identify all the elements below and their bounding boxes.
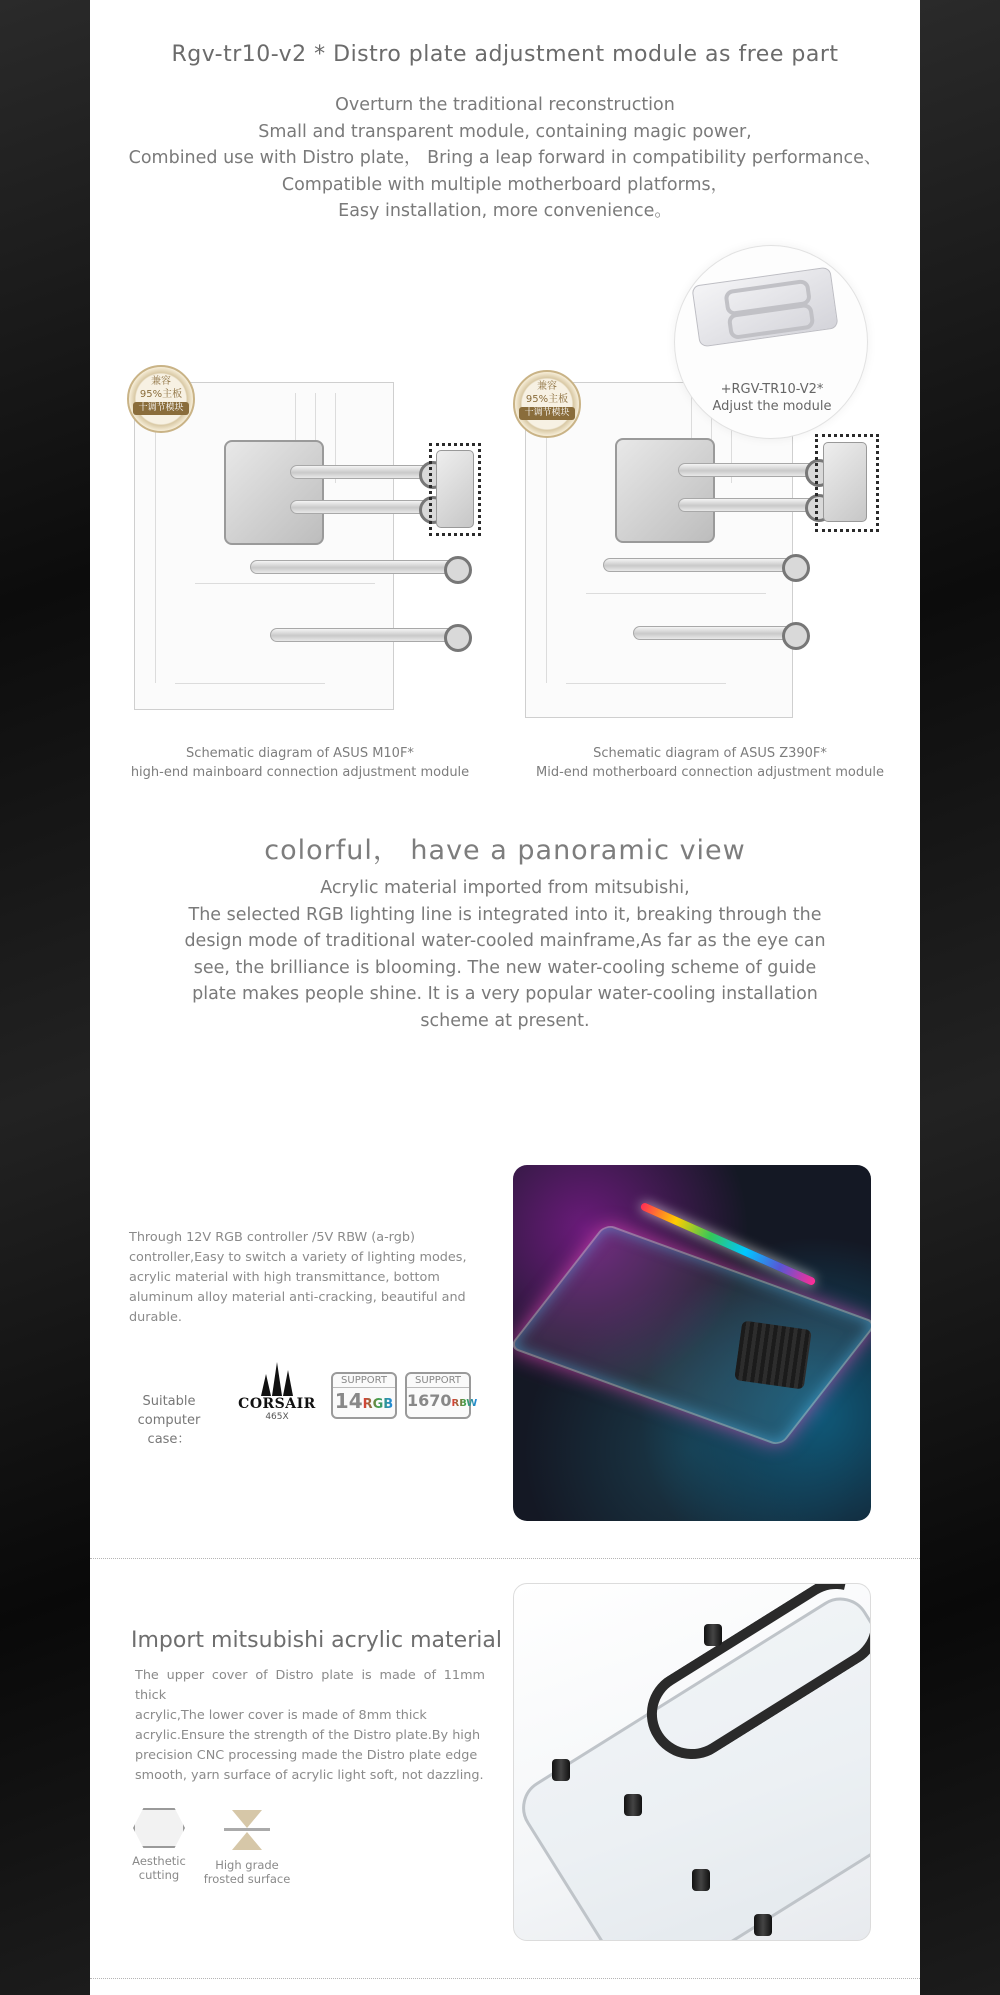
pump-unit [734,1320,812,1389]
fitting-post [552,1759,570,1781]
paragraph-line: The upper cover of Distro plate is made of 11mm thick [135,1668,485,1703]
rgb-distro-plate-photo [513,1165,871,1521]
paragraph-line: scheme at present. [420,1010,590,1031]
paragraph-line: Acrylic material imported from mitsubishi, [320,878,690,898]
caption-line: Mid-end motherboard connection adjustment module [536,765,884,780]
paragraph-line: Through 12V RGB controller /5V RBW (a-rgb) [129,1230,415,1245]
adjust-module-image [691,267,838,348]
board-line [546,423,547,683]
paragraph-line: precision CNC processing made the Distro plate edge [135,1748,478,1763]
section-divider [90,1558,920,1559]
corsair-logo [232,1362,322,1422]
tube [633,626,803,640]
feature-label: Aesthetic [132,1854,186,1868]
board-line [155,423,156,683]
fitting-post [754,1914,772,1936]
feature-label: High grade [215,1858,279,1872]
badge-title: SUPPORT [333,1374,395,1388]
tube [270,628,465,642]
fitting-post [624,1794,642,1816]
board-line [566,683,726,684]
badge-text: 95%主板 [525,394,569,405]
badge-number: 1670 [407,1391,452,1410]
adjust-module [823,442,867,522]
tube [290,465,440,479]
fitting-post [704,1624,722,1646]
cpu-waterblock [615,438,715,543]
tube [678,498,826,512]
board-line [195,583,375,584]
left-diagram-caption [90,744,510,782]
paragraph-line: plate makes people shine. It is a very popular water-cooling installation [192,984,818,1004]
adjust-module [436,450,474,528]
badge-title: SUPPORT [407,1374,469,1388]
intro-line: Overturn the traditional reconstruction [335,95,675,115]
paragraph-line: durable. [129,1310,182,1325]
caption-line: high-end mainboard connection adjustment module [130,765,470,780]
badge-text: 95%主板 [139,389,183,400]
adjust-module-callout [674,245,868,439]
hexagon-icon [133,1808,185,1848]
badge-suffix: RGB [362,1397,394,1412]
asus-m10f-diagram [90,360,510,720]
section-heading: colorful， have a panoramic view [264,835,746,866]
compat-badge [127,365,195,433]
callout-line: Adjust the module [712,399,832,414]
brand-name: CORSAIR [238,1396,316,1412]
paragraph-line: controller,Easy to switch a variety of lighting modes, [129,1250,467,1265]
badge-tag: 十调节模块 [519,407,575,420]
label-line: computer case： [137,1413,201,1447]
badge-text: 兼容 [537,381,557,392]
corsair-sail-icon [257,1362,297,1396]
fitting-post [692,1869,710,1891]
caption-line: Schematic diagram of ASUS M10F* [186,746,414,761]
paragraph-line: aluminum alloy material anti-cracking, beautiful and [129,1290,466,1305]
motherboard-outline [134,382,394,710]
right-background [920,0,1000,1995]
intro-line: Combined use with Distro plate， Bring a leap forward in compatibility performance、 [128,148,882,168]
board-line [175,683,325,684]
compat-badge [513,370,581,438]
paragraph-line: acrylic material with high transmittance, bottom [129,1270,440,1285]
badge-suffix: RBW [451,1398,478,1409]
intro-line: Small and transparent module, containing magic power, [258,121,752,142]
badge-number: 14 [334,1389,363,1413]
callout-label [675,381,869,415]
intro-line: Compatible with multiple motherboard platforms， [281,174,729,195]
paragraph-line: acrylic,The lower cover is made of 8mm thick [135,1708,427,1723]
suitable-case-label [119,1392,219,1449]
acrylic-description [135,1666,485,1786]
product-detail-panel [90,0,920,1995]
feature-frosted-surface [202,1808,292,1886]
frosted-surface-icon [222,1808,272,1852]
tube [678,463,826,477]
badge-tag: 十调节模块 [133,402,189,415]
intro-text [90,92,920,225]
badge-text: 兼容 [151,376,171,387]
section-divider [90,1978,920,1979]
paragraph-line: see, the brilliance is blooming. The new water-cooling scheme of guide [193,957,817,978]
feature-label: cutting [138,1868,180,1882]
intro-line: Easy installation, more convenience。 [338,201,672,221]
label-line: Suitable [142,1394,196,1409]
feature-aesthetic-cutting [114,1808,204,1882]
cpu-waterblock [224,440,324,545]
paragraph-line: design mode of traditional water-cooled mainframe,As far as the eye can [184,931,826,951]
rgb-description [129,1228,479,1328]
distro-plate [513,1223,871,1446]
tube [603,558,803,572]
acrylic-heading: Import mitsubishi acrylic material [131,1628,502,1653]
paragraph-line: smooth, yarn surface of acrylic light soft, not dazzling. [135,1768,484,1783]
acrylic-closeup-photo [513,1583,871,1941]
tube [250,560,465,574]
support-rbw-badge [405,1372,478,1419]
caption-line: Schematic diagram of ASUS Z390F* [593,746,827,761]
case-model: 465X [265,1412,289,1422]
left-background [0,0,90,1995]
right-diagram-caption [500,744,920,782]
feature-label: frosted surface [203,1872,291,1886]
section-paragraph [90,875,920,1034]
page-title: Rgv-tr10-v2 * Distro plate adjustment module as free part [171,42,839,67]
paragraph-line: acrylic.Ensure the strength of the Distro plate.By high [135,1728,481,1743]
paragraph-line: The selected RGB lighting line is integrated into it, breaking through the [188,904,822,925]
callout-line: +RGV-TR10-V2* [720,382,824,397]
tube [290,500,440,514]
support-rgb-badge [331,1372,397,1419]
board-line [586,593,766,594]
